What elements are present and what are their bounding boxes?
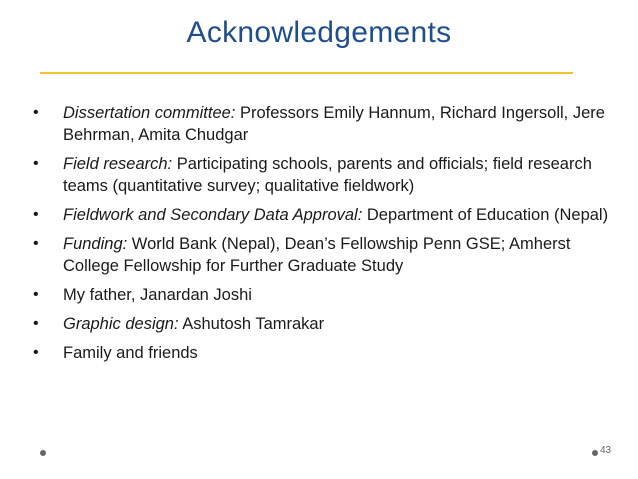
item-label: Funding: (63, 235, 128, 253)
item-text: Family and friends (63, 344, 198, 362)
title-underline (40, 72, 573, 74)
list-item (33, 204, 613, 226)
list-item (33, 284, 613, 306)
item-text: Department of Education (Nepal) (362, 206, 609, 224)
list-item (33, 153, 613, 197)
item-text: World Bank (Nepal), Dean’s Fellowship Penn GSE; Amherst College Fellowship for Further Graduate Study (63, 235, 571, 275)
bullet-icon: • (33, 344, 39, 361)
footer-dot-right (592, 450, 598, 456)
slide-title: Acknowledgements (186, 16, 452, 49)
item-text: Participating schools, parents and officials; field research teams (quantitative survey; qualitative fieldwork) (63, 155, 592, 195)
bullet-icon: • (33, 104, 39, 121)
item-label: Fieldwork and Secondary Data Approval: (63, 206, 363, 224)
bullet-icon: • (33, 235, 39, 252)
item-label: Dissertation committee: (63, 104, 236, 122)
item-label: Field research: (63, 155, 173, 173)
list-item (33, 233, 613, 277)
footer-dot-left (40, 450, 46, 456)
bullet-icon: • (33, 155, 39, 172)
page-number: 43 (600, 445, 612, 456)
item-text: Professors Emily Hannum, Richard Ingersoll, Jere Behrman, Amita Chudgar (63, 104, 605, 144)
list-item (33, 342, 613, 364)
acknowledgement-list (33, 102, 613, 371)
item-text: My father, Janardan Joshi (63, 286, 252, 304)
list-item (33, 102, 613, 146)
bullet-icon: • (33, 206, 39, 223)
bullet-icon: • (33, 286, 39, 303)
item-text: Ashutosh Tamrakar (178, 315, 325, 333)
item-label: Graphic design: (63, 315, 179, 333)
list-item (33, 313, 613, 335)
bullet-icon: • (33, 315, 39, 332)
